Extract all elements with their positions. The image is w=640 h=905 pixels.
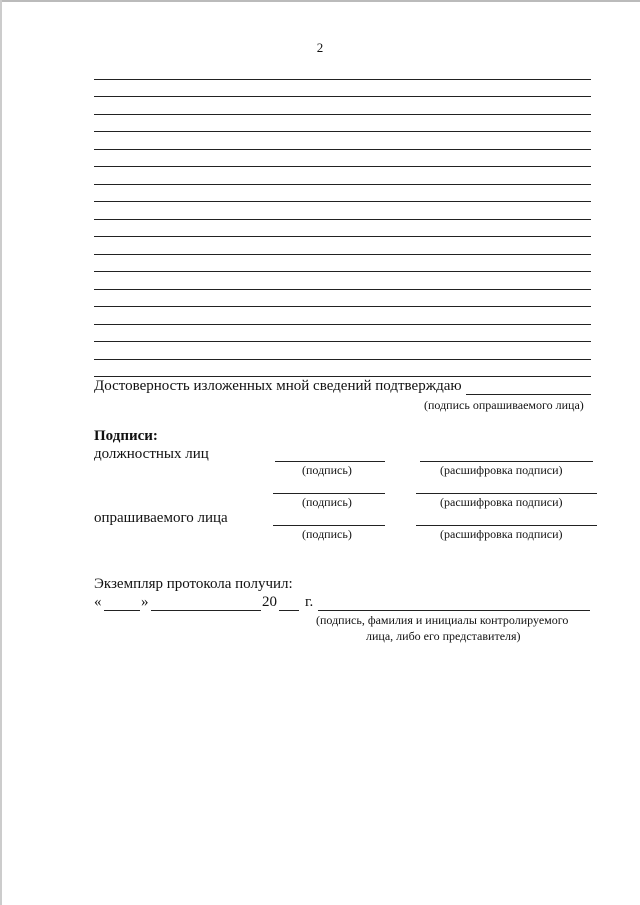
writing-line <box>94 376 591 377</box>
writing-line <box>94 79 591 80</box>
official-2-decryption-caption: (расшифровка подписи) <box>440 495 563 509</box>
writing-line <box>94 114 591 115</box>
date-day-field[interactable] <box>104 610 140 611</box>
writing-line <box>94 236 591 237</box>
writing-line <box>94 201 591 202</box>
interviewee-decryption-line[interactable] <box>416 525 597 526</box>
official-1-decryption-line[interactable] <box>420 461 593 462</box>
writing-line <box>94 166 591 167</box>
date-year-prefix: 20 <box>262 594 277 610</box>
writing-line <box>94 219 591 220</box>
interviewee-label: опрашиваемого лица <box>94 510 228 526</box>
confirmation-text: Достоверность изложенных мной сведений подтверждаю <box>94 378 462 394</box>
official-2-signature-line[interactable] <box>273 493 385 494</box>
receipt-title: Экземпляр протокола получил: <box>94 576 293 592</box>
officials-label: должностных лиц <box>94 446 209 462</box>
official-2-signature-caption: (подпись) <box>302 495 352 509</box>
interviewee-signature-caption: (подпись) <box>302 527 352 541</box>
receipt-caption-line2: лица, либо его представителя) <box>366 629 521 643</box>
writing-line <box>94 306 591 307</box>
interviewee-decryption-caption: (расшифровка подписи) <box>440 527 563 541</box>
date-month-field[interactable] <box>151 610 261 611</box>
page-edge-left <box>0 0 2 905</box>
writing-line <box>94 289 591 290</box>
writing-line <box>94 149 591 150</box>
receipt-signature-line[interactable] <box>318 610 590 611</box>
writing-line <box>94 359 591 360</box>
date-year-suffix: г. <box>305 594 314 610</box>
page-number: 2 <box>316 40 324 55</box>
writing-line <box>94 324 591 325</box>
writing-line <box>94 254 591 255</box>
writing-line <box>94 96 591 97</box>
official-1-signature-line[interactable] <box>275 461 385 462</box>
writing-line <box>94 184 591 185</box>
interviewee-signature-line[interactable] <box>273 525 385 526</box>
writing-line <box>94 341 591 342</box>
date-year-field[interactable] <box>279 610 299 611</box>
date-quote-open: « <box>94 594 102 610</box>
receipt-caption-line1: (подпись, фамилия и инициалы контролируемого <box>316 613 569 627</box>
signatures-heading: Подписи: <box>94 428 158 444</box>
writing-line <box>94 131 591 132</box>
date-quote-close: » <box>141 594 149 610</box>
writing-line <box>94 271 591 272</box>
confirmation-signature-line[interactable] <box>466 394 591 395</box>
page-edge-top <box>0 0 640 2</box>
confirmation-caption: (подпись опрашиваемого лица) <box>424 398 584 412</box>
official-1-decryption-caption: (расшифровка подписи) <box>440 463 563 477</box>
official-1-signature-caption: (подпись) <box>302 463 352 477</box>
official-2-decryption-line[interactable] <box>416 493 597 494</box>
